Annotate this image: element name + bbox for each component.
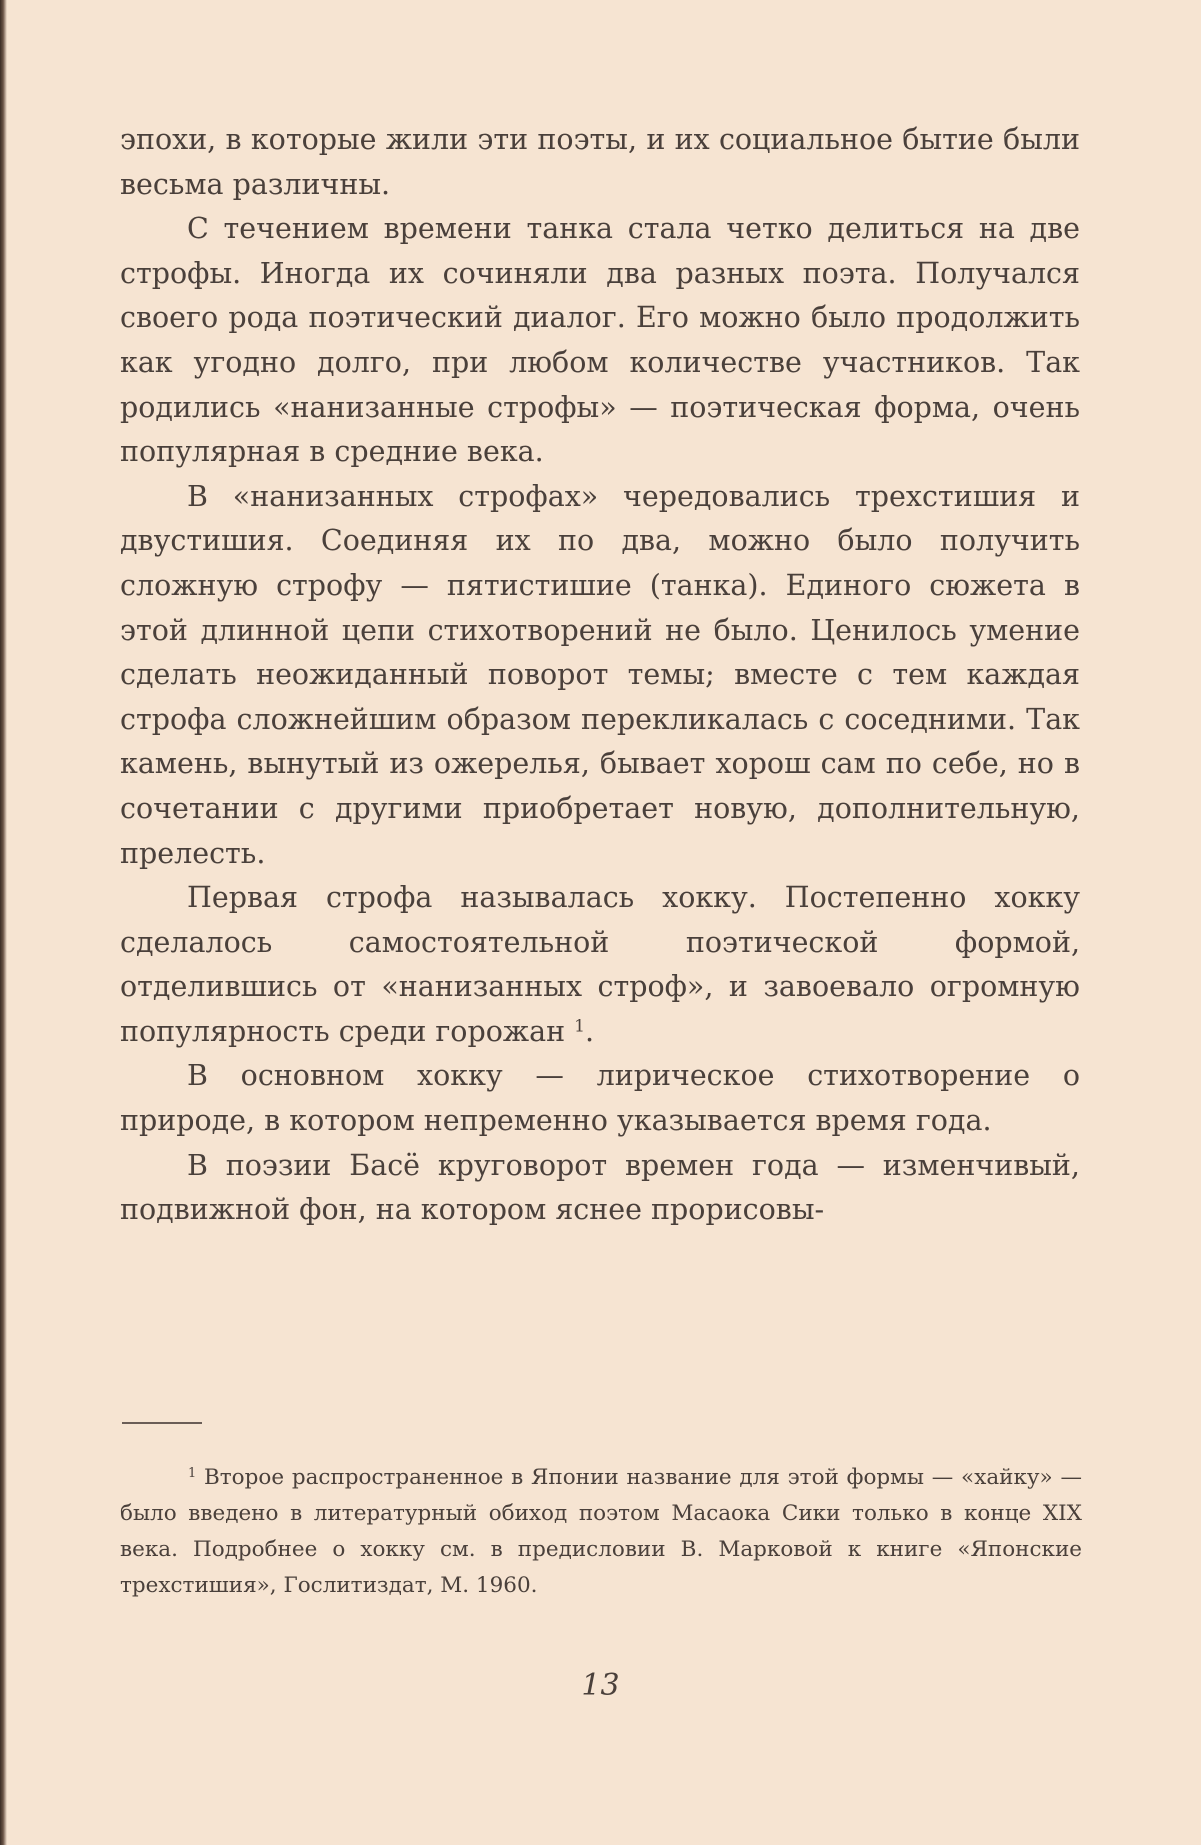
footnote-reference[interactable]: 1 bbox=[574, 1016, 586, 1037]
footnote-marker: 1 bbox=[188, 1465, 197, 1481]
paragraph-4 bbox=[120, 876, 1080, 1054]
paragraph-3: В «нанизанных строфах» чередовались трехстишия и двустишия. Соединяя их по два, можно было получить сложную строфу — пятистишие (танка). Единого сюжета в этой длинной цепи стихотворений не было. Ценилось умение сделать неожиданный поворот темы; вместе с тем каждая строфа сложнейшим образом перекликалась с соседними. Так камень, вынутый из ожерелья, бывает хорош сам по себе, но в сочетании с другими приобретает новую, дополнительную, прелесть. bbox=[120, 479, 1080, 870]
paragraph-2: С течением времени танка стала четко делиться на две строфы. Иногда их сочиняли два разных поэта. Получался своего рода поэтический диалог. Его можно было продолжить как угодно долго, при любом количестве участников. Так родились «нанизанные строфы» — поэтическая форма, очень популярная в средние века. bbox=[120, 212, 1080, 469]
page-edge-shadow bbox=[0, 0, 7, 1845]
paragraph-4-end: . bbox=[585, 1014, 595, 1048]
footnote-text: Второе распространенное в Японии название для этой формы — «хайку» — было введено в литературный обиход поэтом Масаока Сики только в конце XIX века. Подробнее о хокку см. в предисловии В. Марковой к книге «Японские трехстишия», Гослитиздат, М. 1960. bbox=[120, 1465, 1082, 1598]
paragraph-1: эпохи, в которые жили эти поэты, и их социальное бытие были весьма различны. bbox=[120, 123, 1080, 201]
paragraph-5: В основном хокку — лирическое стихотворение о природе, в котором непременно указывается время года. bbox=[120, 1059, 1080, 1138]
paragraph-4-text: Первая строфа называлась хокку. Постепенно хокку сделалось самостоятельной поэтической формой, отделившись от «нанизанных строф», и завоевало огромную популярность среди горожан bbox=[120, 881, 1080, 1048]
paragraph-6: В поэзии Басё круговорот времен года — изменчивый, подвижной фон, на котором яснее прорисовы- bbox=[120, 1148, 1080, 1227]
main-text bbox=[120, 118, 1080, 1233]
footnote-divider bbox=[122, 1422, 202, 1424]
footnote bbox=[120, 1460, 1082, 1604]
page-number: 13 bbox=[581, 1668, 620, 1703]
